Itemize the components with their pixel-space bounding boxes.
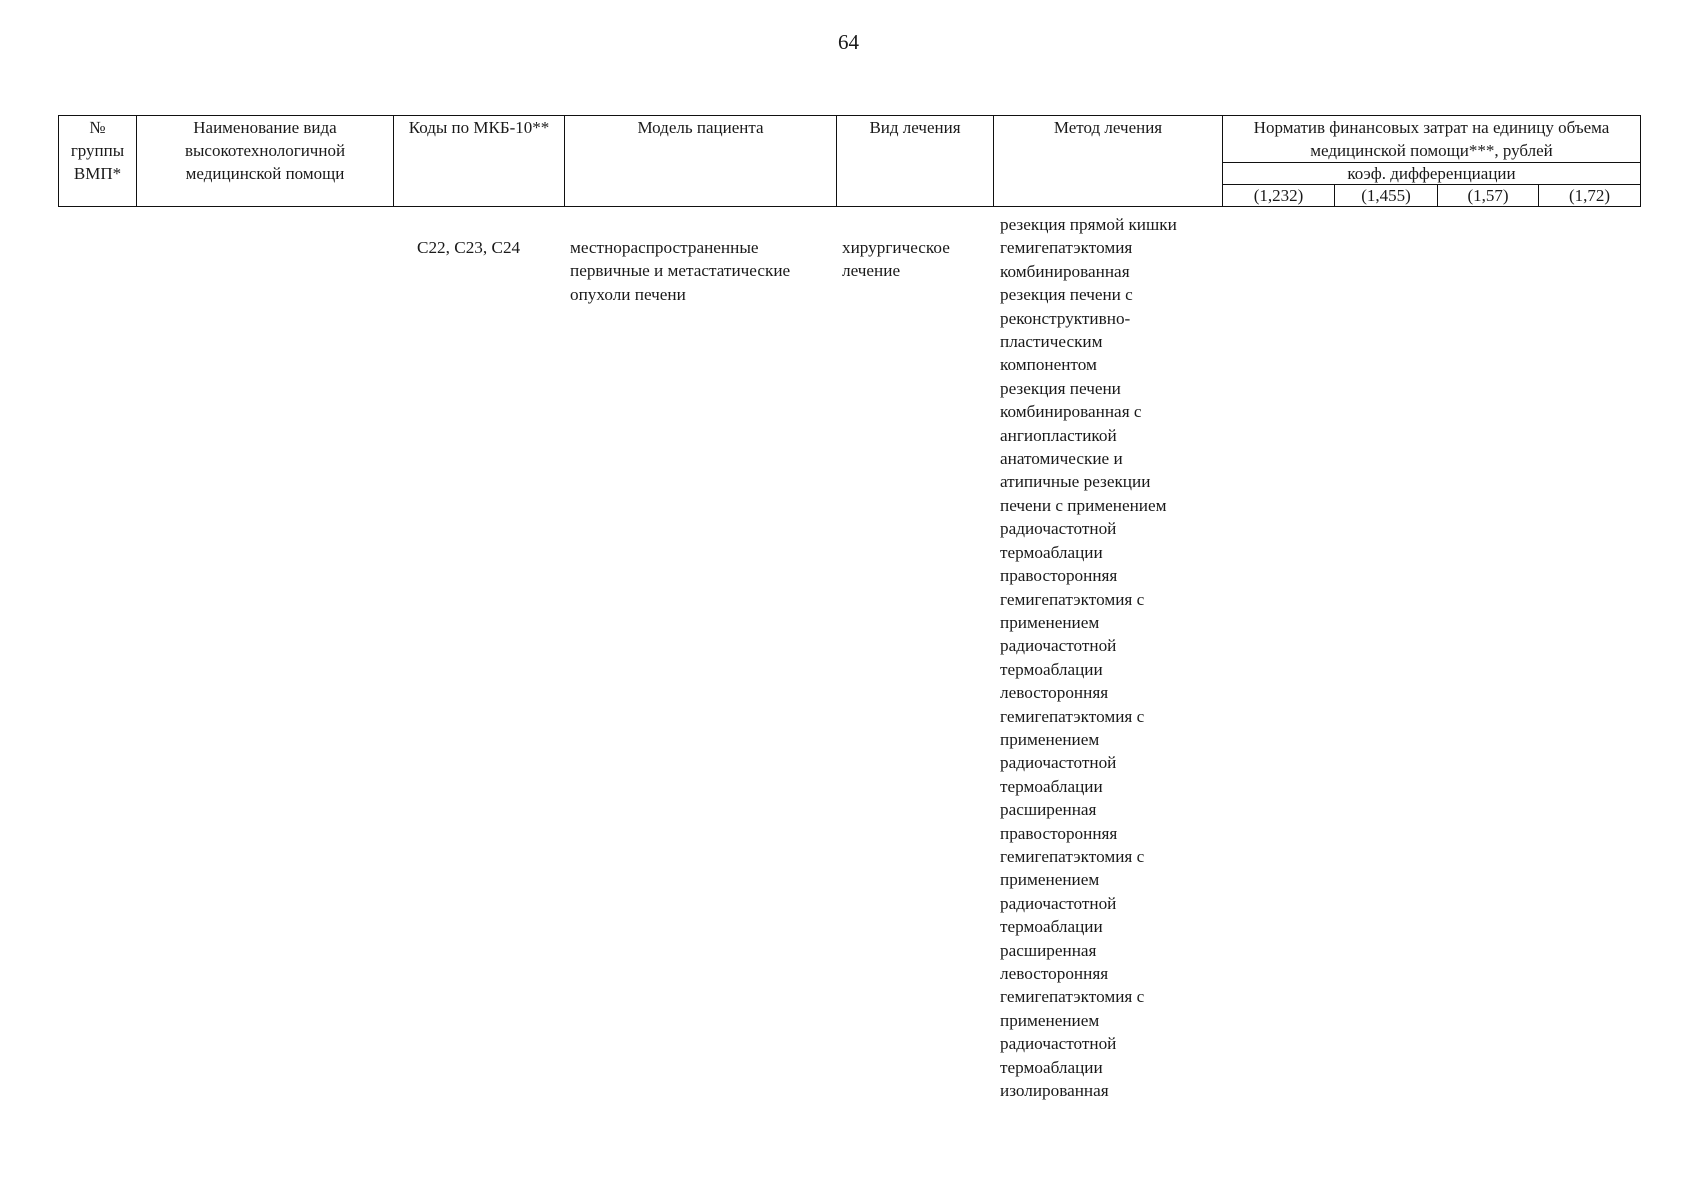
treatment-method-line: левосторонняя <box>1000 683 1109 703</box>
treatment-method-line: термоаблации <box>1000 659 1103 679</box>
treatment-method-line: резекция печени <box>1000 378 1121 398</box>
treatment-method-line: гемигепатэктомия с <box>1000 589 1145 609</box>
treatment-method-line: компонентом <box>1000 355 1097 375</box>
treatment-method-line: пластическим <box>1000 332 1103 352</box>
treatment-kind-line: лечение <box>842 261 901 281</box>
coef-value: (1,455) <box>1335 185 1438 207</box>
treatment-method-line: правосторонняя <box>1000 566 1118 586</box>
treatment-method-line: применением <box>1000 870 1100 890</box>
treatment-method-line: радиочастотной <box>1000 893 1117 913</box>
treatment-kind <box>842 236 992 283</box>
treatment-method-line: термоаблации <box>1000 917 1103 937</box>
patient-model-line: опухоли печени <box>570 284 686 304</box>
treatment-method-line: комбинированная с <box>1000 402 1142 422</box>
header-icd-codes: Коды по МКБ-10** <box>394 116 565 207</box>
treatment-method-line: левосторонняя <box>1000 964 1109 983</box>
treatment-method <box>1000 213 1218 1102</box>
page-number: 64 <box>838 30 859 54</box>
treatment-kind-line: хирургическое <box>842 238 950 257</box>
treatment-method-line: радиочастотной <box>1000 753 1117 773</box>
treatment-method-line: резекция печени с <box>1000 285 1133 305</box>
treatment-method-line: расширенная <box>1000 940 1097 960</box>
header-group-number: № группы ВМП* <box>59 116 137 207</box>
patient-model-line: первичные и метастатические <box>570 261 791 281</box>
header-patient-model: Модель пациента <box>565 116 837 207</box>
treatment-method-line: термоаблации <box>1000 542 1103 562</box>
coef-value: (1,57) <box>1438 185 1539 207</box>
treatment-method-line: применением <box>1000 729 1100 749</box>
treatment-method-line: комбинированная <box>1000 261 1130 281</box>
treatment-method-line: радиочастотной <box>1000 636 1117 656</box>
treatment-method-line: гемигепатэктомия с <box>1000 846 1145 866</box>
header-financial-norm: Норматив финансовых затрат на единицу объема медицинской помощи***, рублей <box>1223 116 1641 163</box>
patient-model <box>570 236 840 306</box>
coef-value: (1,72) <box>1539 185 1641 207</box>
patient-model-line: местнораспространенные <box>570 238 759 257</box>
treatment-method-line: термоаблации <box>1000 776 1103 796</box>
treatment-method-line: гемигепатэктомия с <box>1000 987 1145 1007</box>
treatment-method-line: применением <box>1000 612 1100 632</box>
treatment-method-line: ангиопластикой <box>1000 425 1117 445</box>
treatment-method-line: термоаблации <box>1000 1057 1103 1077</box>
treatment-method-line: печени с применением <box>1000 495 1167 515</box>
treatment-method-line: гемигепатэктомия с <box>1000 706 1145 726</box>
treatment-method-line: радиочастотной <box>1000 1034 1117 1054</box>
treatment-method-line: атипичные резекции <box>1000 472 1151 492</box>
treatment-method-line: реконструктивно- <box>1000 308 1131 328</box>
icd-codes: C22, C23, C24 <box>417 238 521 257</box>
header-coefficient: коэф. дифференциации <box>1223 163 1641 185</box>
treatment-method-line: резекция прямой кишки <box>1000 215 1177 234</box>
treatment-method-line: анатомические и <box>1000 449 1123 469</box>
table-header <box>58 115 1641 207</box>
treatment-method-line: гемигепатэктомия <box>1000 238 1133 258</box>
treatment-method-line: применением <box>1000 1010 1100 1030</box>
treatment-method-line: изолированная <box>1000 1081 1109 1101</box>
header-care-name: Наименование вида высокотехнологичной медицинской помощи <box>137 116 394 207</box>
header-treatment-kind: Вид лечения <box>837 116 994 207</box>
treatment-method-line: расширенная <box>1000 800 1097 820</box>
coef-value: (1,232) <box>1223 185 1335 207</box>
header-treatment-method: Метод лечения <box>994 116 1223 207</box>
treatment-method-line: правосторонняя <box>1000 823 1118 843</box>
treatment-method-line: радиочастотной <box>1000 519 1117 539</box>
